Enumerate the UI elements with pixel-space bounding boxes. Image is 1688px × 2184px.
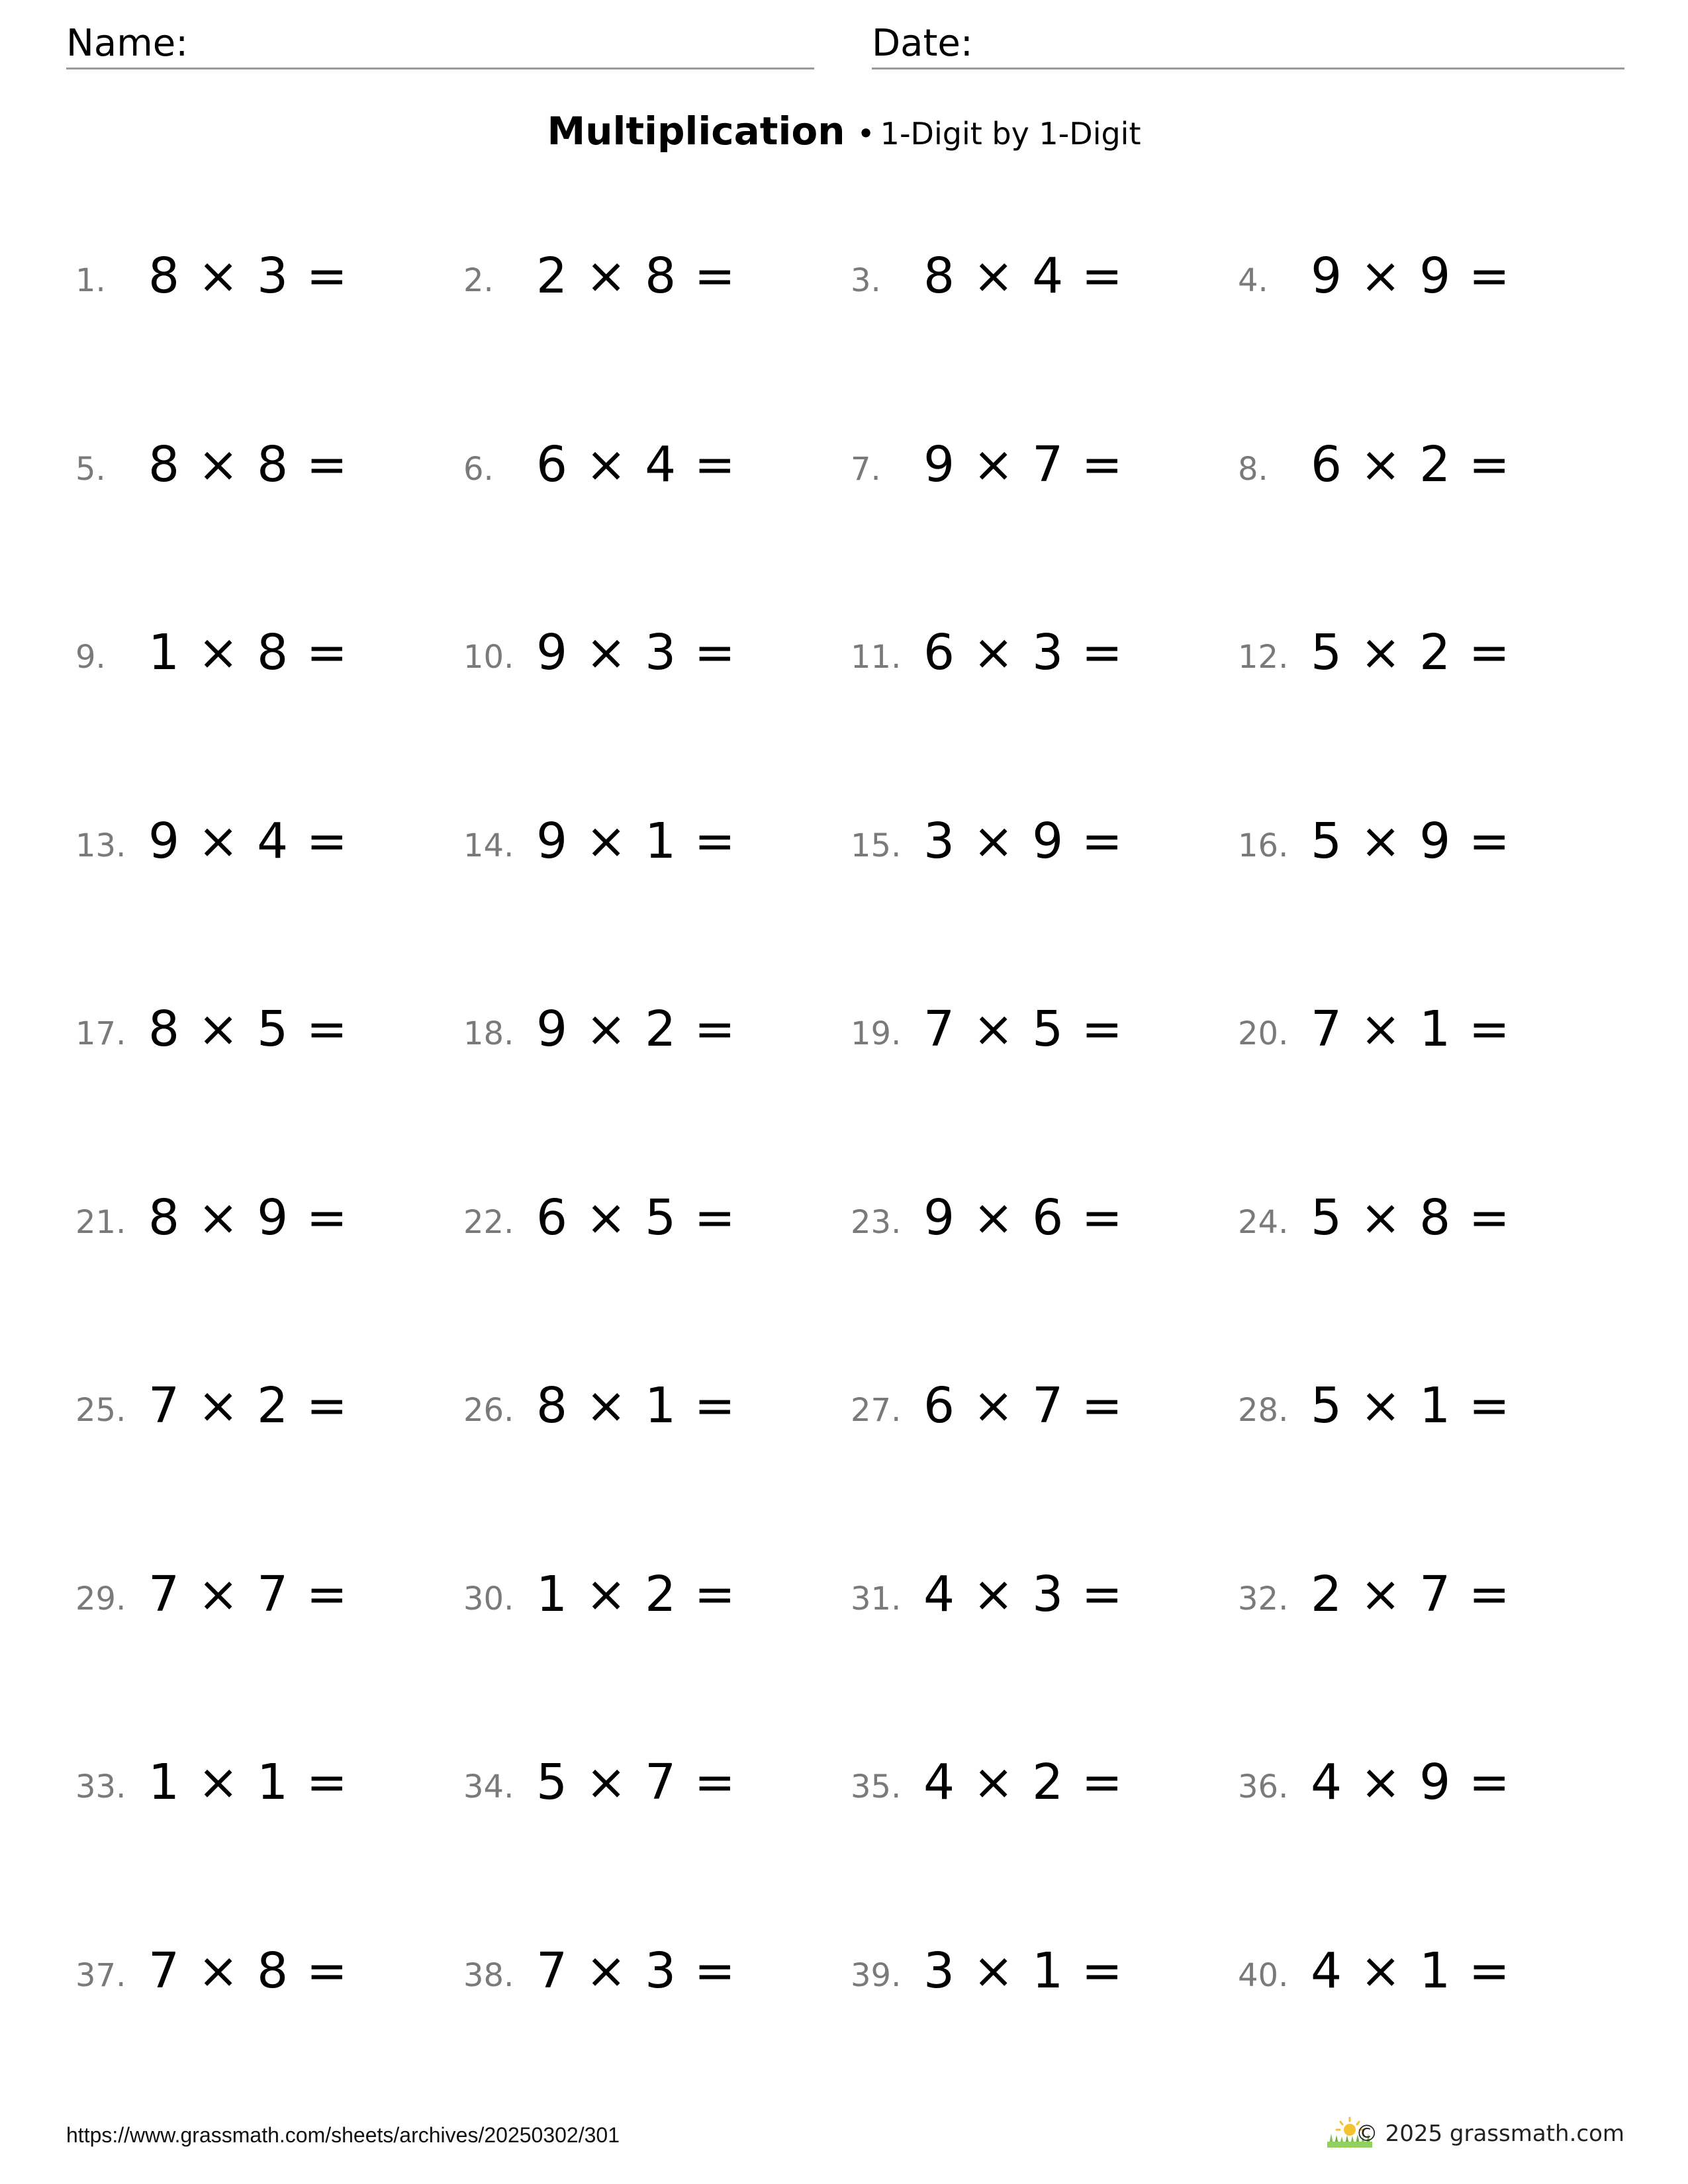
problem-number: 3. — [851, 262, 881, 299]
problem-item — [1238, 1187, 1609, 1253]
problem-expression: 5 × 1 = — [1311, 1377, 1511, 1434]
problem-expression: 8 × 9 = — [148, 1189, 349, 1246]
problem-expression: 4 × 1 = — [1311, 1942, 1511, 1999]
footer-copyright: © 2025 grassmath.com — [1355, 2120, 1624, 2147]
problem-item — [463, 998, 834, 1064]
problem-expression: 7 × 7 = — [148, 1565, 349, 1623]
problem-expression: 4 × 3 = — [923, 1565, 1124, 1623]
problem-item — [75, 245, 446, 311]
problem-expression: 1 × 2 = — [536, 1565, 737, 1623]
problem-number: 22. — [463, 1203, 514, 1241]
problem-expression: 6 × 7 = — [923, 1377, 1124, 1434]
problem-number: 4. — [1238, 262, 1268, 299]
problem-item — [75, 433, 446, 500]
problem-expression: 1 × 8 = — [148, 624, 349, 681]
problem-item — [851, 1563, 1221, 1629]
problem-item — [75, 1563, 446, 1629]
problem-expression: 4 × 9 = — [1311, 1754, 1511, 1811]
problem-number: 23. — [851, 1203, 902, 1241]
problem-expression: 4 × 2 = — [923, 1754, 1124, 1811]
problem-number: 38. — [463, 1956, 514, 1994]
problem-item — [1238, 1375, 1609, 1441]
problem-expression: 3 × 1 = — [923, 1942, 1124, 1999]
problem-expression: 8 × 8 = — [148, 435, 349, 493]
problem-item — [463, 1187, 834, 1253]
problem-number: 14. — [463, 827, 514, 864]
problem-number: 40. — [1238, 1956, 1289, 1994]
problem-number: 26. — [463, 1392, 514, 1429]
problem-expression: 8 × 5 = — [148, 1001, 349, 1058]
problem-expression: 6 × 4 = — [536, 435, 737, 493]
problem-item — [1238, 621, 1609, 688]
problem-item — [463, 810, 834, 876]
problem-item — [1238, 1940, 1609, 2006]
problem-number: 34. — [463, 1768, 514, 1805]
problem-item — [463, 621, 834, 688]
problem-expression: 5 × 9 = — [1311, 812, 1511, 870]
problem-item — [851, 1375, 1221, 1441]
problem-item — [851, 1751, 1221, 1817]
problem-item — [851, 1187, 1221, 1253]
problem-expression: 8 × 4 = — [923, 248, 1124, 304]
problem-expression: 5 × 7 = — [536, 1754, 737, 1811]
problem-item — [75, 621, 446, 688]
name-label: Name: — [66, 22, 189, 65]
problem-number: 33. — [75, 1768, 126, 1805]
problem-number: 36. — [1238, 1768, 1289, 1805]
problem-item — [851, 998, 1221, 1064]
problem-number: 15. — [851, 827, 902, 864]
problem-item — [1238, 433, 1609, 500]
problem-expression: 7 × 3 = — [536, 1942, 737, 1999]
problem-expression: 6 × 3 = — [923, 624, 1124, 681]
problem-number: 5. — [75, 450, 106, 488]
title-subtitle: 1-Digit by 1-Digit — [880, 116, 1141, 152]
title-main: Multiplication — [547, 109, 845, 154]
problem-number: 17. — [75, 1015, 126, 1052]
problem-expression: 8 × 3 = — [148, 248, 349, 304]
problem-expression: 7 × 2 = — [148, 1377, 349, 1434]
problem-item — [1238, 998, 1609, 1064]
problem-item — [851, 433, 1221, 500]
problem-number: 12. — [1238, 639, 1289, 676]
problem-item — [75, 810, 446, 876]
problem-expression: 8 × 1 = — [536, 1377, 737, 1434]
problem-number: 6. — [463, 450, 494, 488]
problem-number: 1. — [75, 262, 106, 299]
problem-number: 2. — [463, 262, 494, 299]
problem-number: 39. — [851, 1956, 902, 1994]
problem-item — [1238, 245, 1609, 311]
problem-expression: 9 × 2 = — [536, 1001, 737, 1058]
problem-expression: 3 × 9 = — [923, 812, 1124, 870]
problem-number: 9. — [75, 639, 106, 676]
problem-expression: 7 × 5 = — [923, 1001, 1124, 1058]
problem-expression: 9 × 4 = — [148, 812, 349, 870]
problem-item — [851, 621, 1221, 688]
problem-expression: 5 × 8 = — [1311, 1189, 1511, 1246]
problem-item — [75, 1751, 446, 1817]
problem-item — [75, 1187, 446, 1253]
worksheet-title — [0, 106, 1688, 159]
problem-item — [463, 1751, 834, 1817]
problem-expression: 6 × 2 = — [1311, 435, 1511, 493]
problem-item — [1238, 1563, 1609, 1629]
problem-number: 32. — [1238, 1580, 1289, 1617]
problem-expression: 9 × 9 = — [1311, 248, 1511, 304]
footer-url[interactable]: https://www.grassmath.com/sheets/archives/20250302/301 — [66, 2123, 620, 2147]
problem-number: 13. — [75, 827, 126, 864]
problem-number: 21. — [75, 1203, 126, 1241]
problem-number: 29. — [75, 1580, 126, 1617]
problem-expression: 2 × 7 = — [1311, 1565, 1511, 1623]
problem-item — [463, 1563, 834, 1629]
problem-expression: 9 × 1 = — [536, 812, 737, 870]
problem-expression: 1 × 1 = — [148, 1754, 349, 1811]
problem-item — [463, 245, 834, 311]
problem-number: 35. — [851, 1768, 902, 1805]
problem-number: 16. — [1238, 827, 1289, 864]
problem-number: 37. — [75, 1956, 126, 1994]
problem-expression: 5 × 2 = — [1311, 624, 1511, 681]
problem-item — [1238, 810, 1609, 876]
problem-number: 24. — [1238, 1203, 1289, 1241]
problem-item — [75, 1375, 446, 1441]
problem-item — [75, 998, 446, 1064]
problem-number: 20. — [1238, 1015, 1289, 1052]
problem-item — [851, 1940, 1221, 2006]
problem-number: 18. — [463, 1015, 514, 1052]
problem-expression: 2 × 8 = — [536, 248, 737, 304]
problem-number: 31. — [851, 1580, 902, 1617]
title-separator: • — [857, 116, 875, 152]
problem-item — [851, 810, 1221, 876]
problem-item — [463, 433, 834, 500]
problem-number: 19. — [851, 1015, 902, 1052]
problem-number: 30. — [463, 1580, 514, 1617]
problem-expression: 6 × 5 = — [536, 1189, 737, 1246]
problem-item — [1238, 1751, 1609, 1817]
problem-item — [75, 1940, 446, 2006]
problem-number: 27. — [851, 1392, 902, 1429]
problem-expression: 9 × 3 = — [536, 624, 737, 681]
problem-item — [463, 1375, 834, 1441]
problem-number: 11. — [851, 639, 902, 676]
problem-number: 10. — [463, 639, 514, 676]
problem-number: 8. — [1238, 450, 1268, 488]
name-field[interactable] — [66, 20, 814, 69]
problem-number: 25. — [75, 1392, 126, 1429]
problem-number: 28. — [1238, 1392, 1289, 1429]
problem-number: 7. — [851, 450, 881, 488]
problem-item — [463, 1940, 834, 2006]
problem-expression: 7 × 1 = — [1311, 1001, 1511, 1058]
problem-expression: 9 × 7 = — [923, 435, 1124, 493]
problem-expression: 9 × 6 = — [923, 1189, 1124, 1246]
date-field[interactable] — [872, 20, 1624, 69]
date-label: Date: — [872, 22, 973, 65]
problem-expression: 7 × 8 = — [148, 1942, 349, 1999]
problem-item — [851, 245, 1221, 311]
